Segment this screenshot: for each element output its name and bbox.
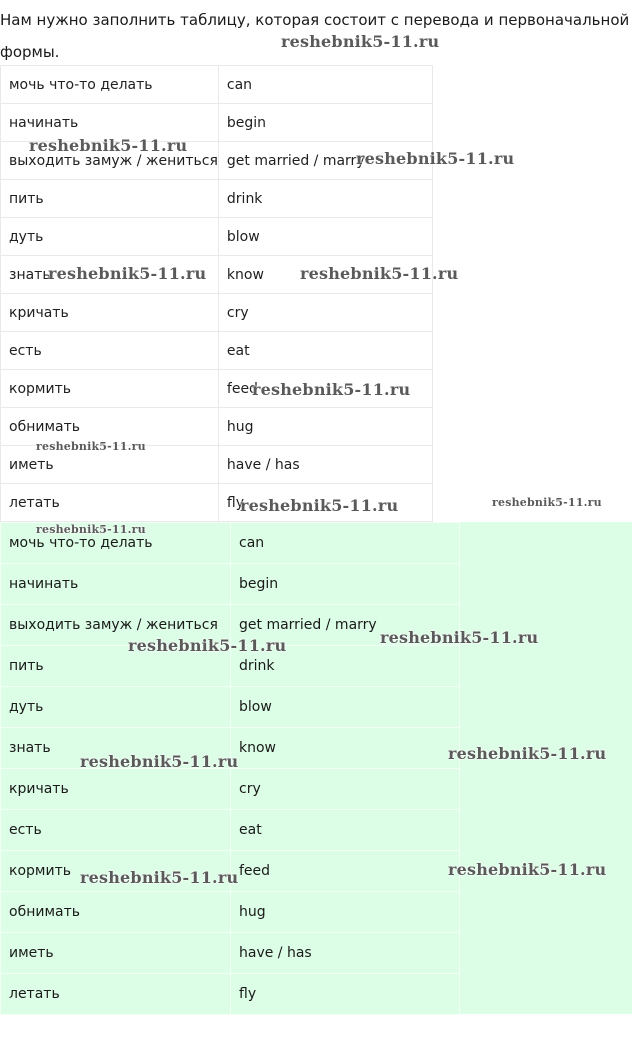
table-row bbox=[1, 332, 433, 370]
russian-cell: дуть bbox=[1, 687, 231, 728]
intro-text: Нам нужно заполнить таблицу, которая состоит с перевода и первоначальной формы. bbox=[0, 11, 630, 61]
watermark-text: reshebnik5-11.ru bbox=[281, 32, 440, 51]
watermark-text: reshebnik5-11.ru bbox=[356, 149, 515, 168]
english-cell: begin bbox=[231, 564, 460, 605]
table-row bbox=[1, 294, 433, 332]
russian-cell: летать bbox=[1, 974, 231, 1015]
watermark-text: reshebnik5-11.ru bbox=[80, 752, 239, 771]
table-row bbox=[1, 218, 433, 256]
english-cell: know bbox=[231, 728, 460, 769]
watermark-text: reshebnik5-11.ru bbox=[80, 868, 239, 887]
english-cell: fly bbox=[231, 974, 460, 1015]
watermark-text: reshebnik5-11.ru bbox=[128, 636, 287, 655]
table-row bbox=[1, 974, 460, 1015]
table-row bbox=[1, 564, 460, 605]
watermark-text: reshebnik5-11.ru bbox=[29, 136, 188, 155]
english-cell: eat bbox=[218, 332, 432, 370]
russian-cell: дуть bbox=[1, 218, 219, 256]
english-cell: cry bbox=[231, 769, 460, 810]
english-cell: blow bbox=[218, 218, 432, 256]
watermark-text: reshebnik5-11.ru bbox=[240, 496, 399, 515]
russian-cell: выходить замуж / жениться bbox=[1, 605, 231, 646]
english-cell: blow bbox=[231, 687, 460, 728]
english-cell: get married / marry bbox=[231, 605, 460, 646]
table-row bbox=[1, 810, 460, 851]
english-cell: drink bbox=[218, 180, 432, 218]
russian-cell: мочь что-то делать bbox=[1, 66, 219, 104]
table-row bbox=[1, 180, 433, 218]
english-cell: cry bbox=[218, 294, 432, 332]
english-cell: drink bbox=[231, 646, 460, 687]
english-cell: have / has bbox=[231, 933, 460, 974]
russian-cell: кормить bbox=[1, 851, 231, 892]
russian-cell: иметь bbox=[1, 446, 219, 484]
watermark-text: reshebnik5-11.ru bbox=[492, 496, 602, 509]
table-row bbox=[1, 66, 433, 104]
english-cell: begin bbox=[218, 104, 432, 142]
table-row bbox=[1, 933, 460, 974]
russian-cell: обнимать bbox=[1, 408, 219, 446]
russian-cell: выходить замуж / жениться bbox=[1, 142, 219, 180]
english-cell: know bbox=[218, 256, 432, 294]
table-row bbox=[1, 769, 460, 810]
english-cell: can bbox=[218, 66, 432, 104]
english-cell: eat bbox=[231, 810, 460, 851]
english-cell: feed bbox=[218, 370, 432, 408]
watermark-text: reshebnik5-11.ru bbox=[36, 440, 146, 453]
english-cell: hug bbox=[231, 892, 460, 933]
russian-cell: кричать bbox=[1, 294, 219, 332]
english-cell: feed bbox=[231, 851, 460, 892]
watermark-text: reshebnik5-11.ru bbox=[48, 264, 207, 283]
russian-cell: есть bbox=[1, 810, 231, 851]
russian-cell: знать bbox=[1, 728, 231, 769]
russian-cell: пить bbox=[1, 646, 231, 687]
table-row bbox=[1, 892, 460, 933]
table-row bbox=[1, 687, 460, 728]
watermark-text: reshebnik5-11.ru bbox=[380, 628, 539, 647]
watermark-text: reshebnik5-11.ru bbox=[36, 523, 146, 536]
watermark-text: reshebnik5-11.ru bbox=[448, 860, 607, 879]
russian-cell: кричать bbox=[1, 769, 231, 810]
russian-cell: есть bbox=[1, 332, 219, 370]
russian-cell: знать bbox=[1, 256, 219, 294]
english-cell: have / has bbox=[218, 446, 432, 484]
watermark-text: reshebnik5-11.ru bbox=[448, 744, 607, 763]
watermark-text: reshebnik5-11.ru bbox=[300, 264, 459, 283]
translation-table bbox=[0, 65, 433, 522]
watermark-text: reshebnik5-11.ru bbox=[252, 380, 411, 399]
russian-cell: начинать bbox=[1, 104, 219, 142]
russian-cell: начинать bbox=[1, 564, 231, 605]
english-cell: can bbox=[231, 523, 460, 564]
russian-cell: иметь bbox=[1, 933, 231, 974]
russian-cell: кормить bbox=[1, 370, 219, 408]
english-cell: hug bbox=[218, 408, 432, 446]
english-cell: fly bbox=[218, 484, 432, 522]
english-cell: get married / marry bbox=[218, 142, 432, 180]
russian-cell: мочь что-то делать bbox=[1, 523, 231, 564]
russian-cell: обнимать bbox=[1, 892, 231, 933]
russian-cell: летать bbox=[1, 484, 219, 522]
russian-cell: пить bbox=[1, 180, 219, 218]
